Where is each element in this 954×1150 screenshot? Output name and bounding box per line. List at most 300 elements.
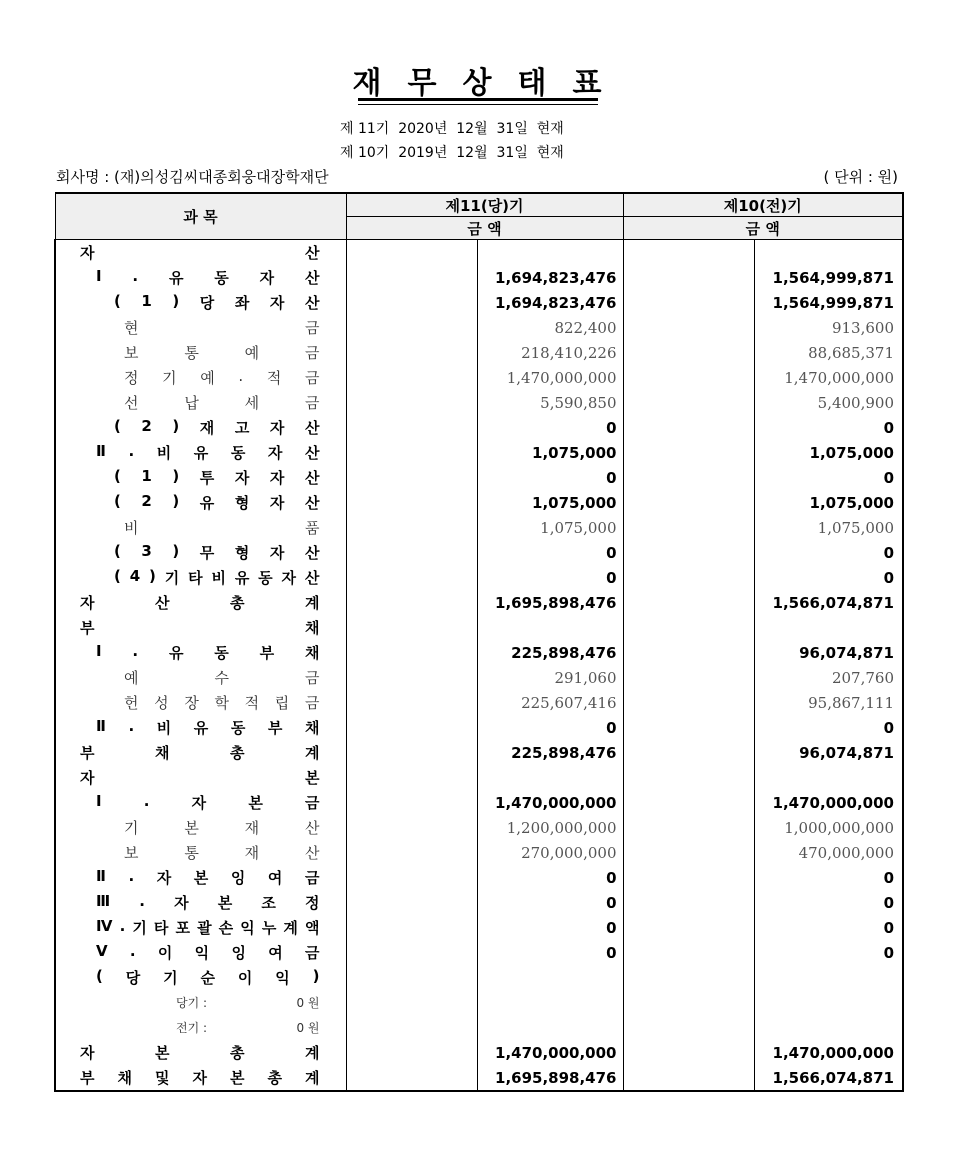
current-amount: 1,694,823,476 (477, 265, 623, 290)
label-char: 재 (244, 844, 260, 862)
current-sub-cell (346, 390, 477, 415)
current-amount: 0 (477, 940, 623, 965)
label-char: 부 (80, 1069, 95, 1087)
current-amount: 822,400 (477, 315, 623, 340)
label-char: 자 (156, 869, 172, 887)
table-row (55, 590, 903, 615)
label-char: 금 (304, 394, 320, 412)
label-char: 포 (175, 919, 190, 937)
current-sub-cell (346, 440, 477, 465)
label-char: 당 (199, 294, 215, 312)
previous-sub-cell (623, 340, 754, 365)
previous-amount: 1,470,000,000 (754, 365, 903, 390)
label-char: ) (149, 567, 156, 585)
label-char: . (119, 917, 126, 935)
account-cell (55, 990, 346, 1015)
label-char: 동 (230, 719, 246, 737)
previous-sub-cell (623, 240, 754, 266)
label-char: 정 (124, 369, 139, 387)
label-char: 본 (184, 819, 199, 837)
header-current-period: 제11(당)기 (346, 193, 623, 217)
current-sub-cell (346, 240, 477, 266)
account-label (56, 942, 346, 963)
current-amount: 1,075,000 (477, 440, 623, 465)
label-char: 타 (188, 569, 203, 587)
table-row (55, 690, 903, 715)
label-char: 채 (305, 619, 320, 637)
label-char: 기 (124, 819, 139, 837)
previous-sub-cell (623, 640, 754, 665)
current-amount: 1,470,000,000 (477, 1040, 623, 1065)
account-label (56, 1019, 346, 1036)
current-amount: 291,060 (477, 665, 623, 690)
account-cell (55, 940, 346, 965)
table-row (55, 890, 903, 915)
previous-sub-cell (623, 815, 754, 840)
table-row (55, 990, 903, 1015)
label-char: 산 (305, 244, 320, 262)
label-char: 동 (258, 569, 273, 587)
current-sub-cell (346, 840, 477, 865)
label-char: 보 (124, 344, 139, 362)
label-char: 손 (218, 919, 234, 937)
account-label (56, 392, 346, 413)
account-label (56, 517, 346, 538)
label-char: 산 (155, 594, 170, 612)
previous-sub-cell (623, 290, 754, 315)
previous-amount: 913,600 (754, 315, 903, 340)
label-char: 기 (164, 569, 180, 587)
label-char: 자 (80, 769, 95, 787)
label-char: 동 (230, 444, 246, 462)
table-row (55, 365, 903, 390)
current-sub-cell (346, 915, 477, 940)
table-row (55, 315, 903, 340)
current-amount: 1,075,000 (477, 490, 623, 515)
previous-amount: 0 (754, 915, 903, 940)
label-char: 투 (199, 469, 215, 487)
label-char: 부 (80, 619, 95, 637)
label-char: 산 (304, 444, 320, 462)
table-row (55, 1015, 903, 1040)
previous-sub-cell (623, 990, 754, 1015)
label-char: 장 (184, 694, 199, 712)
current-amount (477, 990, 623, 1015)
label-char: 선 (124, 394, 139, 412)
label-char: 자 (192, 1069, 207, 1087)
table-body (55, 240, 903, 1092)
label-char: 통 (184, 844, 199, 862)
label-char: 유 (199, 494, 215, 512)
label-char: 형 (234, 494, 250, 512)
label-char: 립 (274, 694, 290, 712)
previous-sub-cell (623, 515, 754, 540)
label-char: 여 (268, 944, 283, 962)
label-char: . (128, 442, 135, 460)
account-cell (55, 565, 346, 590)
current-sub-cell (346, 340, 477, 365)
account-cell (55, 315, 346, 340)
account-cell (55, 740, 346, 765)
table-row (55, 865, 903, 890)
previous-amount (754, 990, 903, 1015)
previous-sub-cell (623, 865, 754, 890)
table-row (55, 740, 903, 765)
current-sub-cell (346, 715, 477, 740)
label-char: 세 (244, 394, 260, 412)
account-cell (55, 665, 346, 690)
label-char: 자 (269, 544, 285, 562)
label-char: 자 (174, 894, 189, 912)
label-char: ( (114, 292, 121, 310)
table-row (55, 915, 903, 940)
account-label (56, 867, 346, 888)
label-char: Ⅱ (96, 442, 106, 460)
label-char: 3 (141, 542, 152, 560)
current-amount: 225,898,476 (477, 740, 623, 765)
account-cell (55, 1040, 346, 1065)
label-char: 보 (124, 844, 139, 862)
label-char: 자 (269, 469, 285, 487)
label-char: 자 (80, 1044, 95, 1062)
previous-sub-cell (623, 890, 754, 915)
label-char: 자 (269, 494, 285, 512)
label-char: 본 (155, 1044, 170, 1062)
current-amount (477, 240, 623, 266)
previous-sub-cell (623, 965, 754, 990)
label-char: 금 (304, 794, 320, 812)
previous-amount: 1,000,000,000 (754, 815, 903, 840)
note-label: 전기 : (176, 1021, 208, 1035)
table-row (55, 540, 903, 565)
account-cell (55, 1015, 346, 1040)
label-char: 금 (304, 694, 320, 712)
previous-sub-cell (623, 940, 754, 965)
current-amount: 1,200,000,000 (477, 815, 623, 840)
label-char: 고 (234, 419, 250, 437)
table-row (55, 940, 903, 965)
label-char: . (139, 892, 145, 910)
label-char: 금 (305, 319, 320, 337)
label-char: 예 (124, 669, 139, 687)
label-char: 부 (80, 744, 95, 762)
account-cell (55, 415, 346, 440)
previous-amount (754, 240, 903, 266)
label-char: Ⅰ (96, 642, 102, 660)
table-row (55, 340, 903, 365)
label-char: 기 (163, 969, 178, 987)
current-amount: 0 (477, 415, 623, 440)
label-char: 형 (234, 544, 250, 562)
account-label (56, 792, 346, 813)
table-row (55, 1040, 903, 1065)
previous-amount: 96,074,871 (754, 740, 903, 765)
label-char: 2 (141, 417, 152, 435)
label-char: 채 (304, 644, 320, 662)
label-char: 산 (304, 269, 320, 287)
label-char: 적 (266, 369, 282, 387)
label-char: 총 (230, 1044, 245, 1062)
account-cell (55, 440, 346, 465)
table-row (55, 515, 903, 540)
current-amount: 270,000,000 (477, 840, 623, 865)
current-amount (477, 765, 623, 790)
label-char: 자 (80, 244, 95, 262)
label-char: 유 (168, 269, 184, 287)
current-sub-cell (346, 815, 477, 840)
previous-sub-cell (623, 1065, 754, 1091)
label-char: 산 (304, 844, 320, 862)
label-char: 동 (214, 269, 229, 287)
label-char: 2 (141, 492, 152, 510)
account-label (56, 717, 346, 738)
balance-sheet-table (54, 192, 904, 1092)
label-char: 비 (156, 444, 172, 462)
previous-sub-cell (623, 615, 754, 640)
current-sub-cell (346, 590, 477, 615)
account-cell (55, 540, 346, 565)
current-sub-cell (346, 940, 477, 965)
label-char: 정 (304, 894, 320, 912)
label-char: 계 (305, 1044, 320, 1062)
label-char: 본 (230, 1069, 245, 1087)
label-char: . (132, 642, 139, 660)
account-label (56, 842, 346, 863)
label-char: 금 (305, 669, 320, 687)
label-char: 익 (194, 944, 210, 962)
current-sub-cell (346, 465, 477, 490)
current-sub-cell (346, 890, 477, 915)
previous-amount: 0 (754, 415, 903, 440)
previous-amount: 470,000,000 (754, 840, 903, 865)
label-char: 자 (191, 794, 207, 812)
label-char: 금 (304, 869, 320, 887)
header-account: 과 목 (55, 193, 346, 240)
label-char: ( (114, 417, 121, 435)
current-sub-cell (346, 490, 477, 515)
account-label (56, 417, 346, 438)
current-sub-cell (346, 365, 477, 390)
previous-amount: 1,564,999,871 (754, 290, 903, 315)
label-char: 성 (154, 694, 169, 712)
account-label (56, 967, 346, 988)
table-row (55, 815, 903, 840)
label-char: 총 (230, 594, 245, 612)
label-char: 4 (129, 567, 141, 585)
label-char: Ⅰ (96, 267, 102, 285)
label-char: 계 (305, 1069, 320, 1087)
label-char: 금 (304, 369, 320, 387)
label-char: . (238, 367, 244, 385)
account-label (56, 317, 346, 338)
previous-amount: 0 (754, 890, 903, 915)
previous-sub-cell (623, 390, 754, 415)
account-cell (55, 640, 346, 665)
account-cell (55, 615, 346, 640)
previous-amount: 0 (754, 565, 903, 590)
account-cell (55, 1065, 346, 1091)
label-char: 액 (304, 919, 320, 937)
account-cell (55, 590, 346, 615)
label-char: 비 (156, 719, 172, 737)
previous-sub-cell (623, 365, 754, 390)
label-char: ) (172, 467, 180, 485)
label-char: 이 (237, 969, 253, 987)
current-sub-cell (346, 640, 477, 665)
current-amount: 0 (477, 865, 623, 890)
account-label (56, 242, 346, 263)
current-sub-cell (346, 865, 477, 890)
label-char: 산 (304, 494, 320, 512)
previous-sub-cell (623, 765, 754, 790)
label-char: 괄 (197, 919, 212, 937)
label-char: 유 (193, 444, 209, 462)
current-amount: 225,898,476 (477, 640, 623, 665)
account-label (56, 492, 346, 513)
previous-amount: 1,566,074,871 (754, 1065, 903, 1091)
account-label (56, 892, 346, 913)
table-row (55, 465, 903, 490)
table-row (55, 715, 903, 740)
label-char: 계 (305, 594, 320, 612)
table-row (55, 615, 903, 640)
account-cell (55, 465, 346, 490)
label-char: 적 (244, 694, 260, 712)
label-char: 수 (214, 669, 229, 687)
label-char: 1 (141, 467, 152, 485)
previous-amount (754, 965, 903, 990)
label-char: 익 (275, 969, 290, 987)
label-char: 헌 (124, 694, 139, 712)
label-char: 예 (200, 369, 215, 387)
previous-amount: 0 (754, 715, 903, 740)
table-row (55, 415, 903, 440)
current-amount: 1,695,898,476 (477, 590, 623, 615)
current-amount: 218,410,226 (477, 340, 623, 365)
note-value: 0 원 (296, 996, 320, 1010)
previous-sub-cell (623, 690, 754, 715)
current-amount (477, 965, 623, 990)
current-sub-cell (346, 665, 477, 690)
period-previous: 제 10기 2019년 12월 31일 현재 (340, 145, 564, 161)
previous-amount: 95,867,111 (754, 690, 903, 715)
account-cell (55, 890, 346, 915)
label-char: 산 (304, 469, 320, 487)
previous-amount: 5,400,900 (754, 390, 903, 415)
label-char: 통 (184, 344, 199, 362)
table-row (55, 965, 903, 990)
period-current: 제 11기 2020년 12월 31일 현재 (340, 121, 564, 137)
current-amount: 1,075,000 (477, 515, 623, 540)
current-amount: 0 (477, 565, 623, 590)
account-cell (55, 515, 346, 540)
label-char: 산 (304, 569, 320, 587)
current-sub-cell (346, 540, 477, 565)
label-char: 산 (304, 819, 320, 837)
previous-amount (754, 1015, 903, 1040)
label-char: 금 (305, 944, 320, 962)
label-char: ) (172, 542, 180, 560)
label-char: 채 (304, 719, 320, 737)
label-char: Ⅳ (96, 917, 113, 935)
current-amount (477, 1015, 623, 1040)
label-char: . (143, 792, 150, 810)
account-cell (55, 815, 346, 840)
table-row (55, 240, 903, 266)
current-amount: 0 (477, 915, 623, 940)
label-char: 자 (259, 269, 275, 287)
current-sub-cell (346, 565, 477, 590)
label-char: ( (96, 967, 103, 985)
previous-amount: 88,685,371 (754, 340, 903, 365)
account-cell (55, 865, 346, 890)
company-name: 회사명 : (재)의성김씨대종회웅대장학재단 (56, 168, 329, 186)
header-previous-period: 제10(전)기 (623, 193, 903, 217)
account-label (56, 742, 346, 763)
account-cell (55, 365, 346, 390)
previous-amount: 1,075,000 (754, 490, 903, 515)
label-char: 비 (124, 519, 139, 537)
label-char: 본 (305, 769, 320, 787)
table-row (55, 665, 903, 690)
label-char: 자 (281, 569, 297, 587)
label-char: Ⅴ (96, 942, 108, 960)
label-char: 부 (267, 719, 283, 737)
label-char: 기 (162, 369, 177, 387)
previous-amount: 207,760 (754, 665, 903, 690)
label-char: 자 (80, 594, 95, 612)
label-char: . (128, 717, 135, 735)
current-amount: 225,607,416 (477, 690, 623, 715)
label-char: 비 (211, 569, 226, 587)
current-sub-cell (346, 415, 477, 440)
label-char: 납 (184, 394, 199, 412)
current-sub-cell (346, 790, 477, 815)
previous-sub-cell (623, 590, 754, 615)
label-char: 여 (267, 869, 283, 887)
current-sub-cell (346, 990, 477, 1015)
label-char: 자 (269, 294, 285, 312)
label-char: 총 (230, 744, 245, 762)
previous-amount: 1,470,000,000 (754, 1040, 903, 1065)
previous-amount: 1,075,000 (754, 440, 903, 465)
previous-sub-cell (623, 1015, 754, 1040)
table-row (55, 290, 903, 315)
label-char: 잉 (230, 869, 246, 887)
previous-sub-cell (623, 440, 754, 465)
account-label (56, 1067, 346, 1088)
label-char: ) (312, 967, 320, 985)
label-char: 누 (261, 919, 277, 937)
account-cell (55, 715, 346, 740)
current-amount: 1,470,000,000 (477, 790, 623, 815)
label-char: 유 (234, 569, 250, 587)
account-cell (55, 690, 346, 715)
label-char: 재 (199, 419, 215, 437)
label-char: 본 (217, 894, 233, 912)
label-char: ( (114, 467, 121, 485)
account-cell (55, 790, 346, 815)
previous-sub-cell (623, 665, 754, 690)
label-char: 순 (200, 969, 215, 987)
label-char: 자 (267, 444, 283, 462)
previous-sub-cell (623, 490, 754, 515)
label-char: 총 (267, 1069, 282, 1087)
account-label (56, 617, 346, 638)
current-sub-cell (346, 315, 477, 340)
account-cell (55, 490, 346, 515)
account-cell (55, 290, 346, 315)
